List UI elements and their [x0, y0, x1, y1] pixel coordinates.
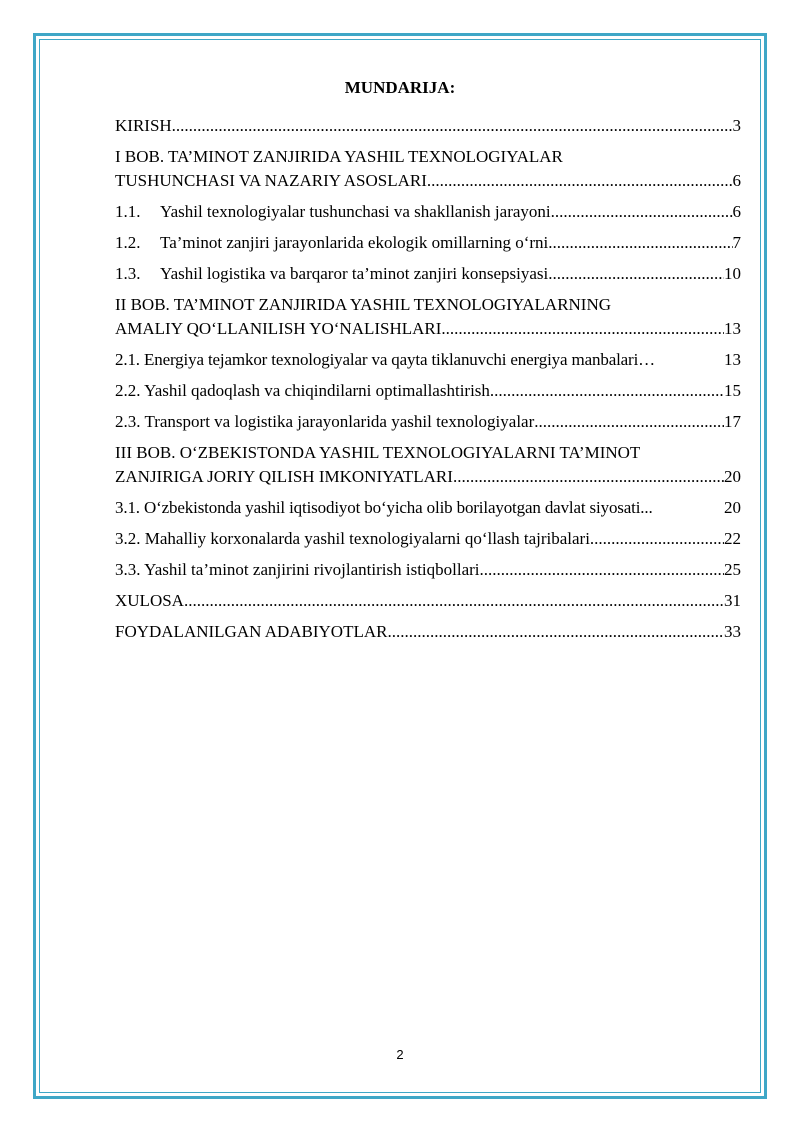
toc-chapter-title-continued: ZANJIRIGA JORIY QILISH IMKONIYATLARI — [115, 467, 453, 486]
toc-entry-chapter-1[interactable] — [115, 145, 741, 193]
toc-entry-text: Yashil texnologiyalar tushunchasi va shakllanish jarayoni — [160, 202, 551, 221]
page-title: MUNDARIJA: — [344, 78, 456, 97]
toc-entry-text: KIRISH — [115, 116, 172, 135]
dot-leader — [551, 200, 733, 224]
toc-section-number: 1.3. — [115, 264, 141, 283]
dot-leader — [548, 231, 732, 255]
dot-leader — [427, 169, 733, 193]
toc-page-number: 15 — [724, 381, 741, 400]
toc-page-number: 31 — [724, 591, 741, 610]
toc-entry-2-3[interactable] — [115, 410, 741, 434]
dot-leader — [534, 410, 724, 434]
dot-leader — [172, 114, 733, 138]
toc-entry-xulosa[interactable] — [115, 589, 741, 613]
toc-entry-2-2[interactable] — [115, 379, 741, 403]
toc-entry-3-3[interactable] — [115, 558, 741, 582]
toc-page-number: 6 — [732, 171, 741, 190]
toc-entry-3-2[interactable] — [115, 527, 741, 551]
toc-entry-text: 2.2. Yashil qadoqlash va chiqindilarni optimallashtirish — [115, 381, 490, 400]
dot-leader — [548, 262, 724, 286]
toc-page-number: 20 — [724, 498, 741, 517]
toc-page-number: 25 — [724, 560, 741, 579]
dot-leader — [490, 379, 724, 403]
toc-entry-text: Yashil logistika va barqaror ta’minot zanjiri konsepsiyasi — [160, 264, 549, 283]
toc-page-number: 7 — [732, 233, 741, 252]
dot-leader — [480, 558, 724, 582]
toc-page-number: 17 — [724, 412, 741, 431]
toc-section-number: 1.2. — [115, 233, 141, 252]
toc-entry-text: XULOSA — [115, 591, 184, 610]
toc-entry-text: 2.1. Energiya tejamkor texnologiyalar va qayta tiklanuvchi energiya manbalari… — [115, 350, 655, 369]
dot-leader — [590, 527, 724, 551]
dot-leader — [184, 589, 724, 613]
toc-entry-adabiyotlar[interactable] — [115, 620, 741, 644]
toc-page-number: 22 — [724, 529, 741, 548]
dot-leader — [387, 620, 724, 644]
dot-leader — [441, 317, 724, 341]
toc-entry-text: FOYDALANILGAN ADABIYOTLAR — [115, 622, 388, 641]
toc-entry-text: 3.1. O‘zbekistonda yashil iqtisodiyot bo‘yicha olib borilayotgan davlat siyosati... — [115, 498, 653, 517]
toc-entry-text: 3.3. Yashil ta’minot zanjirini rivojlantirish istiqbollari — [115, 560, 480, 579]
toc-entry-1-1[interactable] — [115, 200, 741, 224]
toc-page-number: 13 — [724, 319, 741, 338]
toc-chapter-title-continued: TUSHUNCHASI VA NAZARIY ASOSLARI — [115, 171, 427, 190]
dot-leader — [453, 465, 724, 489]
toc-entry-chapter-3[interactable] — [115, 441, 741, 489]
toc-entry-text: 2.3. Transport va logistika jarayonlarida yashil texnologiyalar — [115, 412, 535, 431]
toc-chapter-title: I BOB. TA’MINOT ZANJIRIDA YASHIL TEXNOLOGIYALAR — [115, 147, 563, 166]
toc-chapter-title: III BOB. O‘ZBEKISTONDA YASHIL TEXNOLOGIYALARNI TA’MINOT — [115, 443, 641, 462]
toc-entry-text: Ta’minot zanjiri jarayonlarida ekologik omillarning o‘rni — [160, 233, 549, 252]
page-number: 2 — [396, 1047, 404, 1062]
toc-entry-2-1[interactable] — [115, 348, 741, 372]
toc-entry-1-2[interactable] — [115, 231, 741, 255]
toc-chapter-title-continued: AMALIY QO‘LLANILISH YO‘NALISHLARI — [115, 319, 442, 338]
toc-page-number: 6 — [732, 202, 741, 221]
toc-entry-chapter-2[interactable] — [115, 293, 741, 341]
toc-entry-kirish[interactable] — [115, 114, 741, 138]
toc-page-number: 3 — [732, 116, 741, 135]
toc-page-number: 13 — [724, 350, 741, 369]
toc-page-number: 20 — [724, 467, 741, 486]
toc-page-number: 33 — [724, 622, 741, 641]
toc-chapter-title: II BOB. TA’MINOT ZANJIRIDA YASHIL TEXNOLOGIYALARNING — [115, 295, 612, 314]
toc-section-number: 1.1. — [115, 202, 141, 221]
toc-entry-3-1[interactable] — [115, 496, 741, 520]
toc-entry-text: 3.2. Mahalliy korxonalarda yashil texnologiyalarni qo‘llash tajribalari — [115, 529, 590, 548]
toc-page-number: 10 — [724, 264, 741, 283]
table-of-contents — [115, 114, 741, 651]
toc-entry-1-3[interactable] — [115, 262, 741, 286]
